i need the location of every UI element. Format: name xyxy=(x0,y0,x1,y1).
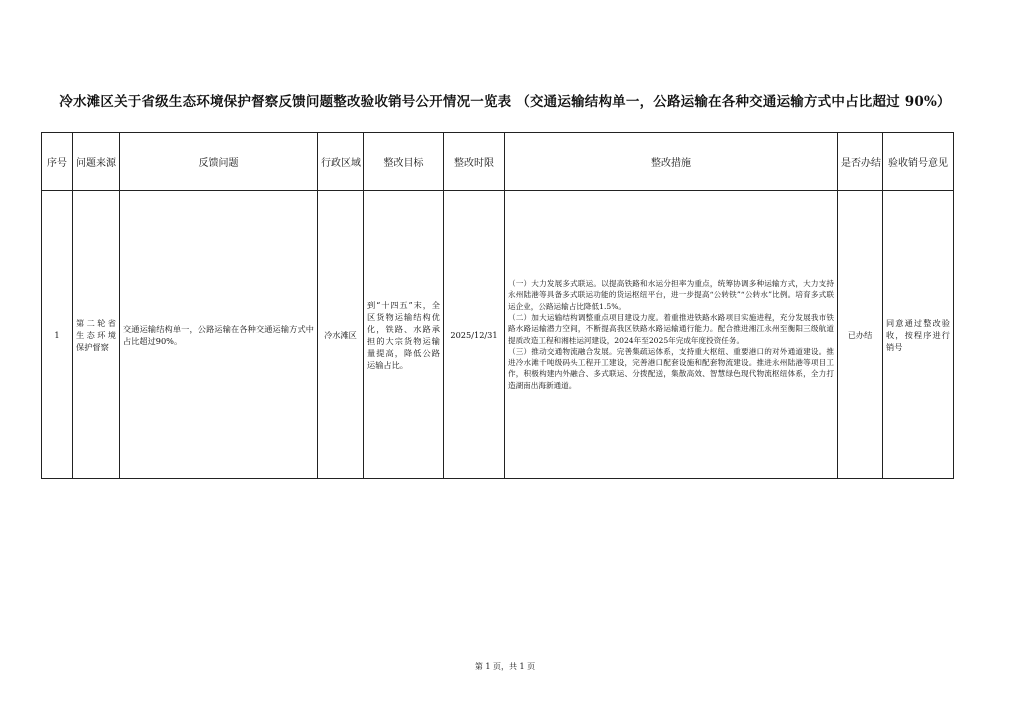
cell-measures xyxy=(505,191,838,479)
measure-item: （一）大力发展多式联运。以提高铁路和水运分担率为重点，统筹协调多种运输方式，大力支持永州陆港等具备多式联运功能的货运枢纽平台，进一步提高“公转铁”“公转水”比例。培育多式联运企业，公路运输占比降低1.5%。 xyxy=(508,279,834,311)
cell-feedback: 交通运输结构单一，公路运输在各种交通运输方式中占比超过90%。 xyxy=(120,191,318,479)
header-row xyxy=(42,133,954,191)
header-seq: 序号 xyxy=(42,133,73,191)
document-title: 冷水滩区关于省级生态环境保护督察反馈问题整改验收销号公开情况一览表 （交通运输结构单一，公路运输在各种交通运输方式中占比超过 90%） xyxy=(59,94,951,110)
rectification-table xyxy=(41,132,954,479)
cell-region: 冷水滩区 xyxy=(318,191,364,479)
header-deadline: 整改时限 xyxy=(444,133,505,191)
header-opinion: 验收销号意见 xyxy=(883,133,954,191)
header-source: 问题来源 xyxy=(73,133,120,191)
cell-opinion: 同意通过整改验收，按程序进行销号 xyxy=(883,191,954,479)
header-feedback: 反馈问题 xyxy=(120,133,318,191)
table-row xyxy=(42,191,954,479)
cell-deadline: 2025/12/31 xyxy=(444,191,505,479)
cell-source: 第二轮省生态环境保护督察 xyxy=(73,191,120,479)
header-measures: 整改措施 xyxy=(505,133,838,191)
header-target: 整改目标 xyxy=(364,133,444,191)
measure-item: （二）加大运输结构调整重点项目建设力度。着重推进铁路水路项目实施进程，充分发展我市铁路水路运输潜力空间，不断提高我区铁路水路运输通行能力。配合推进湘江永州至衡阳三级航道提质改造工程和湘桂运河建设，2024年至2025年完成年度投资任务。 xyxy=(508,312,834,345)
cell-seq: 1 xyxy=(42,191,73,479)
cell-target: 到“十四五”末，全区货物运输结构优化，铁路、水路承担的大宗货物运输量提高，降低公路运输占比。 xyxy=(364,191,444,479)
header-completed: 是否办结 xyxy=(838,133,883,191)
page-footer: 第 1 页，共 1 页 xyxy=(474,662,536,671)
header-region: 行政区域 xyxy=(318,133,364,191)
measure-item: （三）推动交通物流融合发展。完善集疏运体系，支持重大枢纽、重要港口的对外通道建设。推进冷水滩千吨级码头工程开工建设，完善港口配套设施和配套物流建设。推进永州陆港等项目工作，积极构建内外融合、多式联运、分拨配送，集散高效、智慧绿色现代物流枢纽体系，全力打造湖南出海新通道。 xyxy=(508,346,834,390)
cell-completed: 已办结 xyxy=(838,191,883,479)
